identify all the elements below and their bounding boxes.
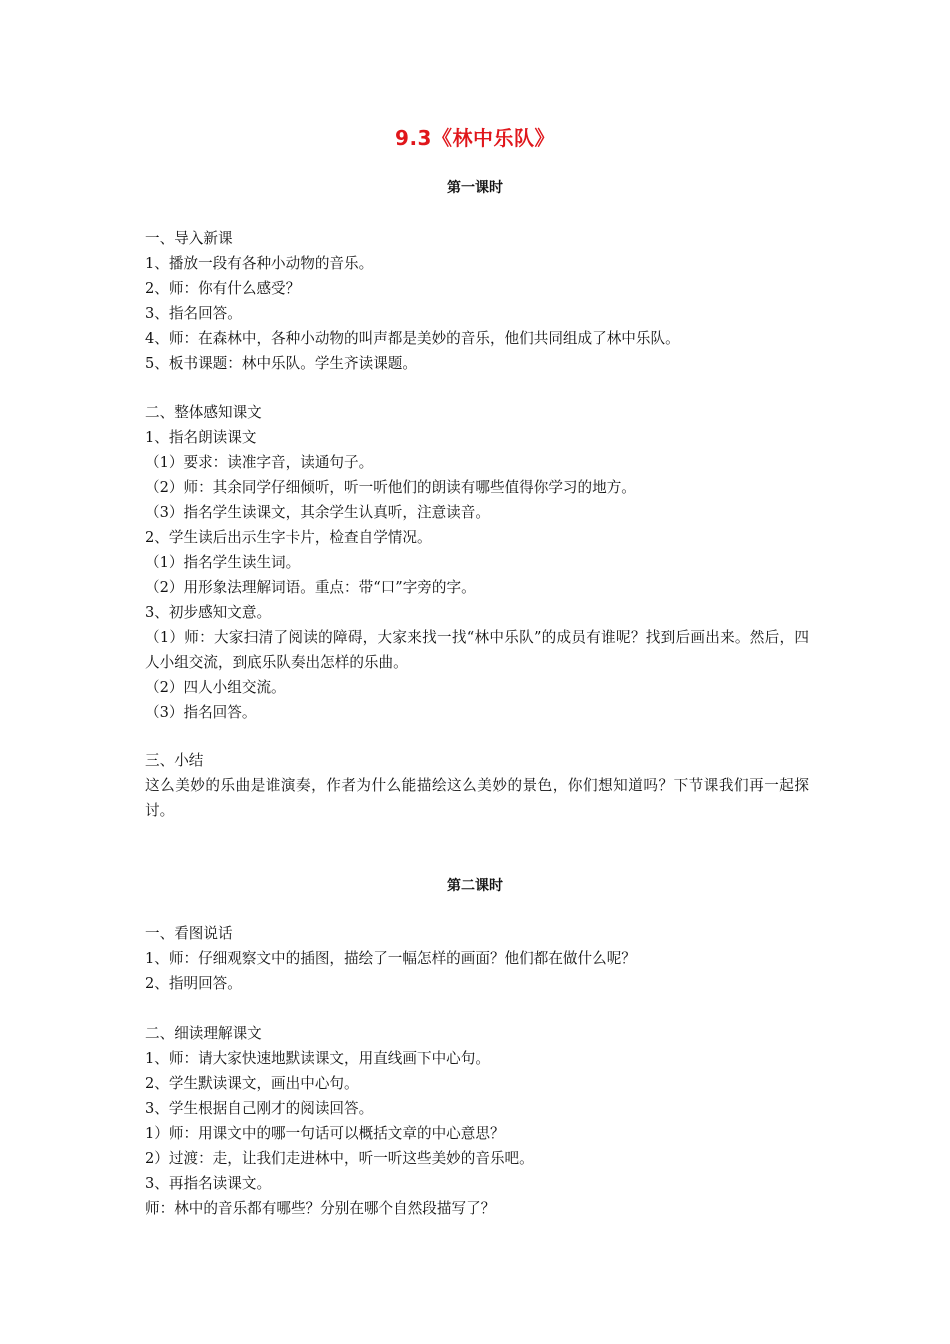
text-line: （3）指名回答。	[145, 704, 257, 721]
text-paragraph: 这么美妙的乐曲是谁演奏，作者为什么能描绘这么美妙的景色，你们想知道吗？下节课我们再一起探讨。	[145, 777, 809, 819]
lesson-1-heading: 第一课时	[447, 180, 503, 196]
lesson-1-section-overview	[145, 400, 809, 725]
text-line: （1）要求：读准字音，读通句子。	[145, 454, 374, 471]
text-line: 2、师：你有什么感受？	[145, 280, 301, 297]
lesson-2-heading: 第二课时	[447, 878, 503, 894]
section-heading: 一、看图说话	[145, 925, 233, 942]
text-line: 4、师：在森林中，各种小动物的叫声都是美妙的音乐，他们共同组成了林中乐队。	[145, 330, 680, 347]
text-line: （3）指名学生读课文，其余学生认真听，注意读音。	[145, 504, 490, 521]
document-title: 9.3《林中乐队》	[395, 126, 555, 150]
text-line: 2、学生默读课文，画出中心句。	[145, 1075, 359, 1092]
text-line: 1、指名朗读课文	[145, 429, 257, 446]
text-paragraph: （1）师：大家扫清了阅读的障碍，大家来找一找“林中乐队”的成员有谁呢？找到后画出来。然后，四人小组交流，到底乐队奏出怎样的乐曲。	[145, 629, 809, 671]
text-line: 3、学生根据自己刚才的阅读回答。	[145, 1100, 374, 1117]
text-line: 1、播放一段有各种小动物的音乐。	[145, 255, 374, 272]
text-line: 2）过渡：走，让我们走进林中，听一听这些美妙的音乐吧。	[145, 1150, 534, 1167]
text-line: 1、师：仔细观察文中的插图，描绘了一幅怎样的画面？他们都在做什么呢？	[145, 950, 636, 967]
text-line: 1、师：请大家快速地默读课文，用直线画下中心句。	[145, 1050, 490, 1067]
text-line: 3、指名回答。	[145, 305, 242, 322]
section-heading: 三、小结	[145, 752, 204, 769]
lesson-1-section-summary	[145, 748, 809, 823]
text-line: 1）师：用课文中的哪一句话可以概括文章的中心意思？	[145, 1125, 505, 1142]
text-line: （2）用形象法理解词语。重点：带“口”字旁的字。	[145, 579, 476, 596]
text-line: （2）师：其余同学仔细倾听，听一听他们的朗读有哪些值得你学习的地方。	[145, 479, 636, 496]
section-heading: 一、导入新课	[145, 230, 233, 247]
text-line: 2、指明回答。	[145, 975, 242, 992]
section-heading: 二、整体感知课文	[145, 404, 262, 421]
text-line: 3、再指名读课文。	[145, 1175, 272, 1192]
lesson-2-section-picture	[145, 921, 809, 996]
lesson-2-section-reading	[145, 1021, 809, 1221]
section-heading: 二、细读理解课文	[145, 1025, 262, 1042]
text-line: （1）指名学生读生词。	[145, 554, 301, 571]
text-line: （2）四人小组交流。	[145, 679, 286, 696]
text-line: 5、板书课题：林中乐队。学生齐读课题。	[145, 355, 417, 372]
text-line: 师：林中的音乐都有哪些？分别在哪个自然段描写了？	[145, 1200, 496, 1217]
lesson-1-section-intro	[145, 226, 809, 376]
text-line: 2、学生读后出示生字卡片，检查自学情况。	[145, 529, 432, 546]
text-line: 3、初步感知文意。	[145, 604, 272, 621]
